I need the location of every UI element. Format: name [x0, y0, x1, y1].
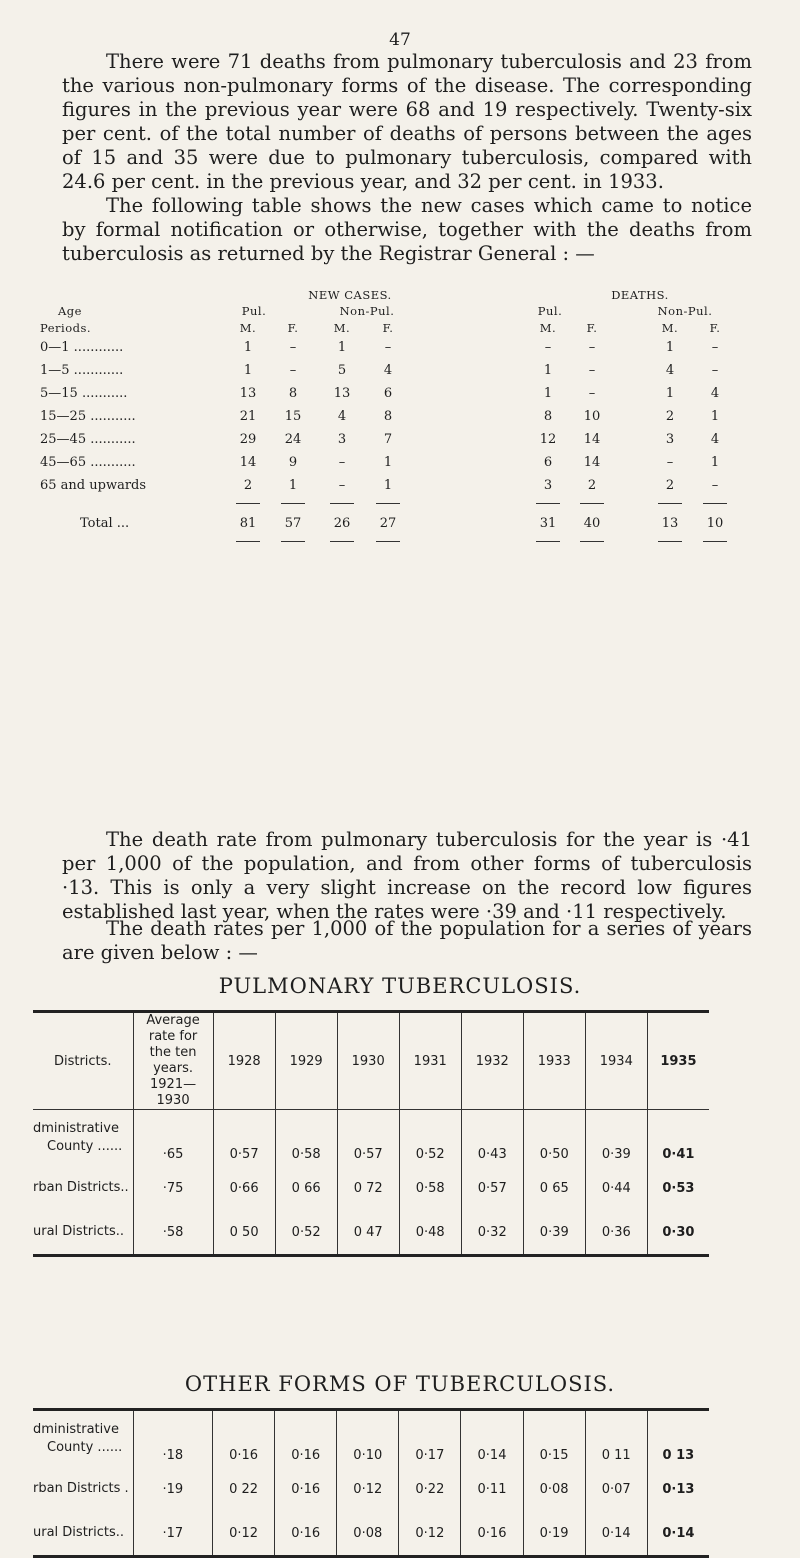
- rate-cell: 0 47: [337, 1210, 399, 1256]
- table-cell: 8: [543, 409, 553, 424]
- table-cell: –: [338, 478, 346, 493]
- rate-cell: 0·07: [585, 1467, 647, 1511]
- rate-cell: 0·16: [275, 1467, 337, 1511]
- column-label: M.: [333, 321, 351, 335]
- rate-cell: 0·50: [523, 1110, 585, 1167]
- year-header: 1931: [399, 1012, 461, 1110]
- other-forms-rates-table: [33, 1408, 709, 1558]
- table-cell: 1: [710, 455, 720, 470]
- paragraph-text: The death rates per 1,000 of the population for a series of years are given below : —: [62, 917, 752, 964]
- rate-cell: 0·32: [461, 1210, 523, 1256]
- year-header: 1934: [585, 1012, 647, 1110]
- rate-cell: 0·12: [337, 1467, 399, 1511]
- district-name-line: rban Districts .: [33, 1481, 129, 1496]
- rate-cell: 0·58: [399, 1166, 461, 1210]
- rate-cell: 0·43: [461, 1110, 523, 1167]
- new-nonpul-heading: Non-Pul.: [339, 304, 395, 318]
- age-period: 65 and upwards: [40, 478, 147, 493]
- table-cell: 1: [710, 409, 720, 424]
- table-cell: 12: [539, 432, 557, 447]
- table-cell: –: [544, 340, 552, 355]
- table-cell: 1: [243, 340, 253, 355]
- table-row: [33, 1166, 709, 1210]
- table-cell: 6: [543, 455, 553, 470]
- table-cell: 24: [284, 432, 302, 447]
- table-row: [33, 1410, 709, 1468]
- column-label: F.: [382, 321, 394, 335]
- table-cell: 2: [665, 409, 675, 424]
- table-row: [40, 363, 780, 383]
- table-cell: 4: [710, 432, 720, 447]
- rate-cell: ·19: [133, 1467, 212, 1511]
- table-cell: –: [711, 340, 719, 355]
- table-cell: –: [384, 340, 392, 355]
- district-name-line: rban Districts..: [33, 1180, 129, 1195]
- table-cell: 10: [583, 409, 601, 424]
- district-name: [33, 1410, 133, 1468]
- average-header-line: 1921—1930: [150, 1077, 197, 1108]
- paragraph-text: The death rate from pulmonary tuberculosis for the year is ·41 per 1,000 of the population, and from other forms of tuberculosis ·13. This is only a very slight increase on the record low figures established last year, when the rates were ·39 and ·11 respectively.: [62, 828, 752, 923]
- rate-cell: 0·39: [585, 1110, 647, 1167]
- rate-cell: 0·17: [399, 1410, 461, 1468]
- districts-header: Districts.: [53, 1053, 112, 1069]
- table-cell: –: [711, 478, 719, 493]
- table-cell: 14: [583, 455, 601, 470]
- table-cell: –: [588, 363, 596, 378]
- new-cases-heading: NEW CASES.: [308, 288, 392, 302]
- deaths-nonpul-heading: Non-Pul.: [657, 304, 713, 318]
- age-period: 5—15 ...........: [40, 386, 128, 401]
- table-cell: 7: [383, 432, 393, 447]
- table-cell: 14: [239, 455, 257, 470]
- pulmonary-rates-table: [33, 1010, 709, 1257]
- rate-cell: ·65: [133, 1110, 213, 1167]
- rate-cell: ·17: [133, 1511, 212, 1557]
- average-header-line: the ten: [149, 1045, 197, 1060]
- rate-cell: 0·12: [399, 1511, 461, 1557]
- average-header-line: rate for: [148, 1029, 198, 1044]
- rate-cell: ·18: [133, 1410, 212, 1468]
- rate-cell: 0 66: [275, 1166, 337, 1210]
- rate-cell: 0·15: [523, 1410, 585, 1468]
- table-row: [33, 1110, 709, 1167]
- total-rule: [658, 503, 682, 504]
- district-name-line: ural Districts..: [33, 1224, 125, 1239]
- district-name-line: dministrative: [33, 1121, 119, 1136]
- total-rule: [236, 541, 260, 542]
- table-cell: 29: [239, 432, 257, 447]
- total-rule: [330, 503, 354, 504]
- table-cell: –: [711, 363, 719, 378]
- table-row: [40, 478, 780, 498]
- table-cell: 2: [587, 478, 597, 493]
- rate-cell: 0·08: [337, 1511, 399, 1557]
- deaths-heading: DEATHS.: [611, 288, 669, 302]
- age-period: 1—5 ............: [40, 363, 124, 378]
- column-label: F.: [709, 321, 721, 335]
- table-cell: 6: [383, 386, 393, 401]
- rate-cell: 0·22: [399, 1467, 461, 1511]
- table-cell: 13: [333, 386, 351, 401]
- rate-cell: 0·11: [461, 1467, 523, 1511]
- deaths-pul-heading: Pul.: [537, 304, 563, 318]
- table-cell: 1: [543, 363, 553, 378]
- death-rate-paragraph: [62, 828, 752, 924]
- age-period: 0—1 ............: [40, 340, 124, 355]
- total-cell: 10: [706, 516, 724, 531]
- table-cell: –: [289, 340, 297, 355]
- district-name: [33, 1166, 133, 1210]
- rate-cell: 0·52: [399, 1110, 461, 1167]
- table-cell: 5: [337, 363, 347, 378]
- age-period: 25—45 ...........: [40, 432, 136, 447]
- year-header: 1928: [213, 1012, 275, 1110]
- total-rule: [536, 541, 560, 542]
- table-cell: 3: [337, 432, 347, 447]
- table-cell: 2: [665, 478, 675, 493]
- rate-cell: 0·57: [337, 1110, 399, 1167]
- rate-cell: 0·10: [337, 1410, 399, 1468]
- page-number: 47: [389, 30, 411, 50]
- new-pul-heading: Pul.: [241, 304, 267, 318]
- table-cell: 21: [239, 409, 257, 424]
- table-cell: 1: [383, 455, 393, 470]
- column-label: F.: [586, 321, 598, 335]
- table-row: [33, 1210, 709, 1256]
- table-cell: 1: [243, 363, 253, 378]
- rate-cell: 0·13: [647, 1467, 709, 1511]
- district-name-line: County ......: [47, 1139, 123, 1154]
- rate-cell: 0·57: [213, 1110, 275, 1167]
- age-label: Age: [58, 304, 82, 318]
- total-rule: [281, 503, 305, 504]
- year-header: 1935: [647, 1012, 709, 1110]
- table-row: [40, 409, 780, 429]
- table-cell: 8: [383, 409, 393, 424]
- total-rule: [330, 541, 354, 542]
- year-header: 1932: [461, 1012, 523, 1110]
- district-name-line: dministrative: [33, 1422, 119, 1437]
- table-cell: –: [289, 363, 297, 378]
- total-cell: 13: [661, 516, 679, 531]
- paragraph-text: There were 71 deaths from pulmonary tuberculosis and 23 from the various non-pulmonary forms of the disease. The corresponding figures in the previous year were 68 and 19 respectively. Twenty-six per cent. of the total number of deaths of persons between the ages of 15 and 35 were due to pulmonary tuberculosis, compared with 24.6 per cent. in the previous year, and 32 per cent. in 1933.: [62, 50, 752, 193]
- rate-cell: 0·14: [647, 1511, 709, 1557]
- table-cell: 4: [665, 363, 675, 378]
- table-row: [40, 386, 780, 406]
- total-rule: [580, 541, 604, 542]
- table-cell: 1: [337, 340, 347, 355]
- rate-cell: 0 13: [647, 1410, 709, 1468]
- rate-cell: 0 50: [213, 1210, 275, 1256]
- year-header: 1929: [275, 1012, 337, 1110]
- table-cell: 4: [337, 409, 347, 424]
- table-row: [40, 455, 780, 475]
- rate-cell: ·75: [133, 1166, 213, 1210]
- rate-cell: 0 22: [213, 1467, 275, 1511]
- rate-cell: 0·53: [647, 1166, 709, 1210]
- rate-cell: 0·52: [275, 1210, 337, 1256]
- rate-cell: 0·30: [647, 1210, 709, 1256]
- total-rule: [536, 503, 560, 504]
- table-row: [33, 1467, 709, 1511]
- average-header-line: years.: [153, 1061, 194, 1076]
- total-rule: [703, 503, 727, 504]
- total-cell: 40: [583, 516, 601, 531]
- rate-cell: 0·16: [275, 1511, 337, 1557]
- total-cell: 57: [284, 516, 302, 531]
- rate-cell: 0·57: [461, 1166, 523, 1210]
- table-cell: 1: [665, 386, 675, 401]
- table-cell: 9: [288, 455, 298, 470]
- rate-cell: 0 11: [585, 1410, 647, 1468]
- table-cell: 13: [239, 386, 257, 401]
- column-label: M.: [661, 321, 679, 335]
- rate-cell: 0·48: [399, 1210, 461, 1256]
- district-name: [33, 1110, 133, 1167]
- rate-cell: 0 65: [523, 1166, 585, 1210]
- year-header: 1930: [337, 1012, 399, 1110]
- rate-cell: 0·08: [523, 1467, 585, 1511]
- table-cell: 1: [383, 478, 393, 493]
- year-header: 1933: [523, 1012, 585, 1110]
- total-cell: 27: [379, 516, 397, 531]
- table-cell: –: [338, 455, 346, 470]
- rate-cell: 0·41: [647, 1110, 709, 1167]
- total-cell: 81: [239, 516, 257, 531]
- table-cell: 15: [284, 409, 302, 424]
- total-rule: [376, 503, 400, 504]
- total-cell: 26: [333, 516, 351, 531]
- column-label: M.: [539, 321, 557, 335]
- intro-paragraph: [62, 50, 752, 194]
- total-label: Total ...: [80, 516, 130, 531]
- rate-cell: ·58: [133, 1210, 213, 1256]
- paragraph-text: The following table shows the new cases which came to notice by formal notification or otherwise, together with the deaths from tuberculosis as returned by the Registrar General : —: [62, 194, 752, 265]
- average-header: [133, 1012, 213, 1110]
- table-cell: –: [666, 455, 674, 470]
- rate-cell: 0·19: [523, 1511, 585, 1557]
- district-name-line: ural Districts..: [33, 1525, 125, 1540]
- periods-label: Periods.: [40, 321, 92, 335]
- table-cell: 8: [288, 386, 298, 401]
- column-labels-row: [40, 321, 780, 341]
- table-cell: –: [588, 340, 596, 355]
- total-rule: [703, 541, 727, 542]
- rate-cell: 0·12: [213, 1511, 275, 1557]
- district-name: [33, 1210, 133, 1256]
- total-rule: [376, 541, 400, 542]
- table-cell: 1: [288, 478, 298, 493]
- rate-cell: 0·66: [213, 1166, 275, 1210]
- table-intro-paragraph: [62, 194, 752, 266]
- rate-cell: 0·16: [275, 1410, 337, 1468]
- table-cell: 1: [665, 340, 675, 355]
- table-cell: 2: [243, 478, 253, 493]
- table-cell: 14: [583, 432, 601, 447]
- table-row: [33, 1511, 709, 1557]
- rate-cell: 0·58: [275, 1110, 337, 1167]
- rate-cell: 0·16: [461, 1511, 523, 1557]
- column-label: M.: [239, 321, 257, 335]
- other-forms-title: OTHER FORMS OF TUBERCULOSIS.: [184, 1372, 616, 1396]
- series-intro-paragraph: [62, 917, 752, 965]
- district-name: [33, 1511, 133, 1557]
- district-name-line: County ......: [47, 1440, 123, 1455]
- table-cell: 3: [543, 478, 553, 493]
- rate-cell: 0·39: [523, 1210, 585, 1256]
- header-row: [33, 1012, 709, 1110]
- age-period: 45—65 ...........: [40, 455, 136, 470]
- total-cell: 31: [539, 516, 557, 531]
- table-cell: 3: [665, 432, 675, 447]
- totals-row: [40, 516, 780, 536]
- table-row: [40, 340, 780, 360]
- total-rule: [281, 541, 305, 542]
- pulmonary-title: PULMONARY TUBERCULOSIS.: [218, 974, 582, 998]
- rate-cell: 0·16: [213, 1410, 275, 1468]
- average-header-line: Average: [146, 1013, 200, 1028]
- total-rule: [236, 503, 260, 504]
- table-row: [40, 432, 780, 452]
- table-cell: 1: [543, 386, 553, 401]
- district-name: [33, 1467, 133, 1511]
- total-rule: [580, 503, 604, 504]
- table-cell: –: [588, 386, 596, 401]
- age-period: 15—25 ...........: [40, 409, 136, 424]
- column-label: F.: [287, 321, 299, 335]
- rate-cell: 0·14: [461, 1410, 523, 1468]
- table-cell: 4: [383, 363, 393, 378]
- total-rule: [658, 541, 682, 542]
- rate-cell: 0·14: [585, 1511, 647, 1557]
- rate-cell: 0·44: [585, 1166, 647, 1210]
- rate-cell: 0·36: [585, 1210, 647, 1256]
- table-cell: 4: [710, 386, 720, 401]
- rate-cell: 0 72: [337, 1166, 399, 1210]
